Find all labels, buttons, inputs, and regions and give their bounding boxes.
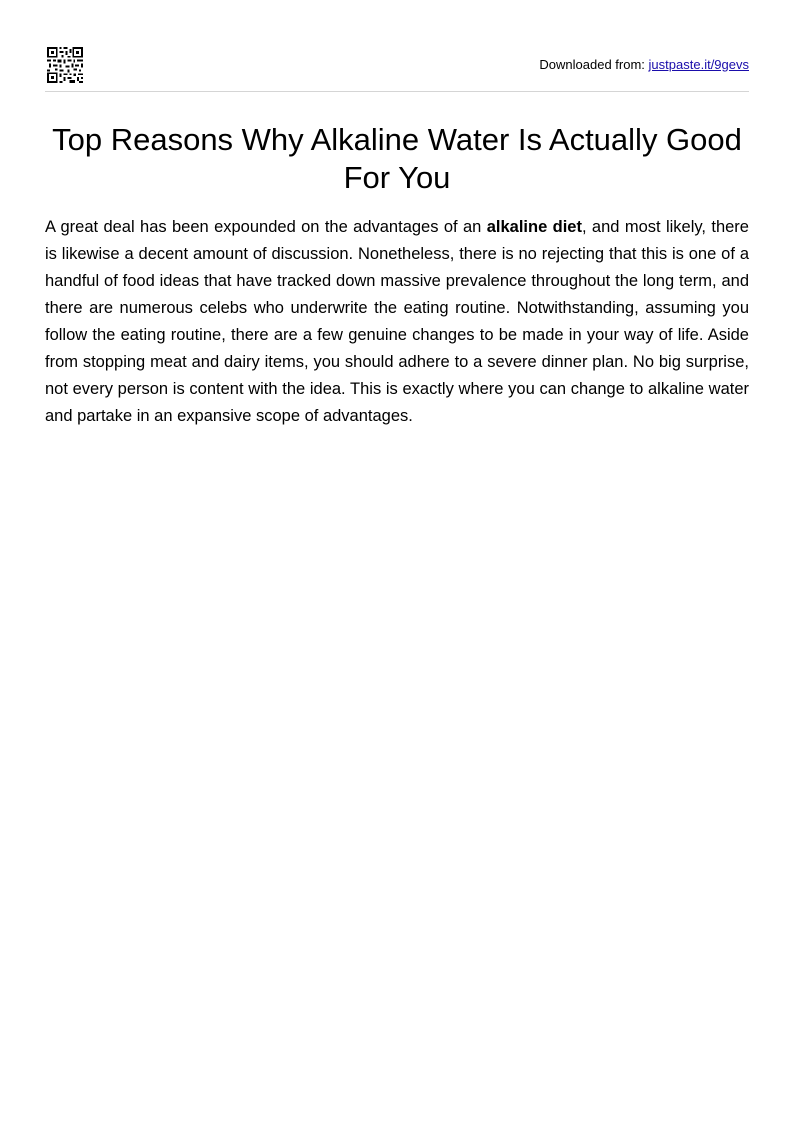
download-source (539, 57, 749, 73)
article-paragraph (45, 214, 749, 430)
download-prefix: Downloaded from: (539, 57, 649, 72)
paragraph-text-start: A great deal has been expounded on the advantages of an (45, 218, 487, 236)
alkaline-diet-keyword: alkaline diet (486, 218, 582, 236)
qr-code-icon (47, 47, 83, 83)
paragraph-text-rest: , and most likely, there is likewise a decent amount of discussion. Nonetheless, there is no rejecting that this is one of a handful of food ideas that have tracked down massive prevalence throughout the long term, and there are numerous celebs who underwrite the eating routine. Notwithstanding, assuming you follow the eating routine, there are a few genuine changes to be made in your way of life. Aside from stopping meat and dairy items, you should adhere to a severe dinner plan. No big surprise, not every person is content with the idea. This is exactly where you can change to alkaline water and partake in an expansive scope of advantages. (45, 218, 749, 425)
page-title: Top Reasons Why Alkaline Water Is Actually Good For You (52, 122, 742, 195)
source-link[interactable]: justpaste.it/9gevs (648, 57, 749, 72)
page-header (45, 47, 749, 92)
